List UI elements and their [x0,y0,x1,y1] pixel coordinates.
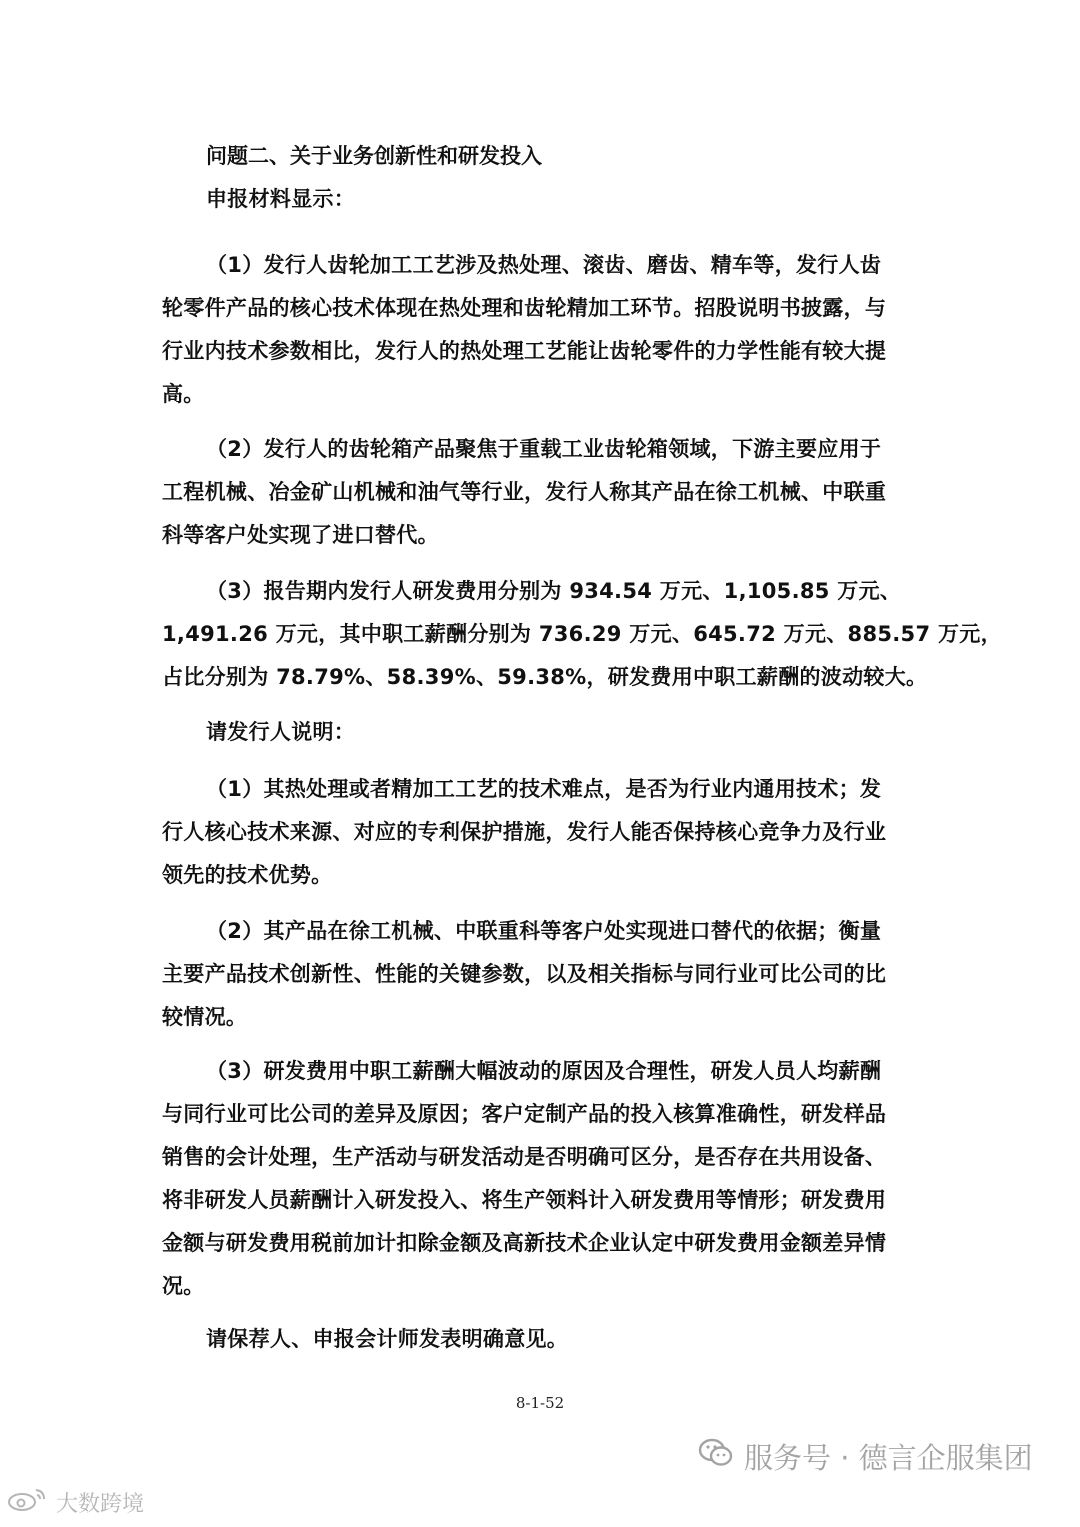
fact-paragraph-3 [162,570,1002,699]
weibo-icon [6,1486,50,1518]
paragraph-line: 金额与研发费用税前加计扣除金额及高新技术企业认定中研发费用金额差异情 [162,1231,887,1255]
request-paragraph-2 [162,910,922,1039]
fact-paragraph-1 [162,244,922,416]
paragraph-line: 轮零件产品的核心技术体现在热处理和齿轮精加工环节。招股说明书披露，与 [162,296,887,320]
fact-paragraph-2 [162,428,922,557]
source-watermark [6,1488,144,1516]
paragraph-line: （2）发行人的齿轮箱产品聚焦于重载工业齿轮箱领域，下游主要应用于 [206,437,882,461]
page-number: 8-1-52 [515,1394,565,1412]
request-paragraph-3 [162,1050,922,1308]
paragraph-line: 将非研发人员薪酬计入研发投入、将生产领料计入研发费用等情形；研发费用 [162,1188,887,1212]
account-watermark-text: 服务号 · 德言企服集团 [744,1440,1033,1475]
wechat-icon [698,1437,734,1476]
account-watermark [698,1436,1033,1476]
paragraph-line: 况。 [162,1274,205,1298]
section-title: 问题二、关于业务创新性和研发投入 [206,144,542,168]
paragraph-line: 工程机械、冶金矿山机械和油气等行业，发行人称其产品在徐工机械、中联重 [162,480,887,504]
request-label: 请发行人说明： [206,720,356,744]
paragraph-line: 1,491.26 万元，其中职工薪酬分别为 736.29 万元、645.72 万元、885.57 万元， [162,622,1002,646]
source-watermark-text: 大数跨境 [56,1491,145,1517]
closing-statement: 请保荐人、申报会计师发表明确意见。 [206,1327,569,1351]
paragraph-line: （3）研发费用中职工薪酬大幅波动的原因及合理性，研发人员人均薪酬 [206,1059,882,1083]
paragraph-line: 行业内技术参数相比，发行人的热处理工艺能让齿轮零件的力学性能有较大提 [162,339,887,363]
paragraph-line: 较情况。 [162,1005,248,1029]
closing-block [162,1318,922,1361]
paragraph-line: 行人核心技术来源、对应的专利保护措施，发行人能否保持核心竞争力及行业 [162,820,887,844]
paragraph-line: 占比分别为 78.79%、58.39%、59.38%，研发费用中职工薪酬的波动较大。 [162,665,928,689]
intro-block [162,178,922,221]
paragraph-line: 领先的技术优势。 [162,863,333,887]
paragraph-line: 科等客户处实现了进口替代。 [162,523,439,547]
request-paragraph-1 [162,768,922,897]
document-heading [162,135,922,178]
request-block [162,711,922,754]
paragraph-line: 销售的会计处理，生产活动与研发活动是否明确可区分，是否存在共用设备、 [162,1145,887,1169]
intro-label: 申报材料显示： [206,187,356,211]
paragraph-line: （1）其热处理或者精加工工艺的技术难点，是否为行业内通用技术；发 [206,777,882,801]
paragraph-line: （2）其产品在徐工机械、中联重科等客户处实现进口替代的依据；衡量 [206,919,882,943]
paragraph-line: 高。 [162,382,205,406]
paragraph-line: 主要产品技术创新性、性能的关键参数，以及相关指标与同行业可比公司的比 [162,962,887,986]
paragraph-line: 与同行业可比公司的差异及原因；客户定制产品的投入核算准确性，研发样品 [162,1102,887,1126]
paragraph-line: （1）发行人齿轮加工工艺涉及热处理、滚齿、磨齿、精车等，发行人齿 [206,253,882,277]
paragraph-line: （3）报告期内发行人研发费用分别为 934.54 万元、1,105.85 万元、 [206,579,902,603]
